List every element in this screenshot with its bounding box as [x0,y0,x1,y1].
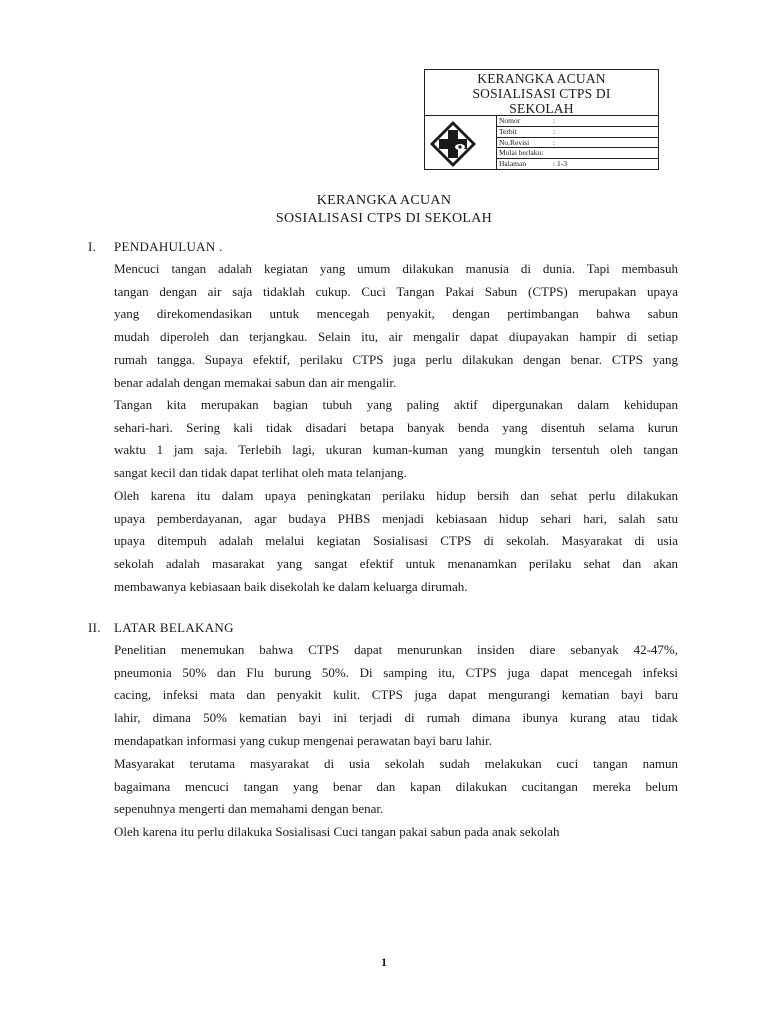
header-title-line: SEKOLAH [509,101,574,116]
section-title: LATAR BELAKANG [114,620,234,635]
text-line: mendapatkan informasi yang cukup mengenai perawatan bayi baru lahir. [114,732,492,748]
paragraph [114,394,678,485]
logo-cell [425,116,497,170]
text-line: waktu 1 jam saja. Terlebih lagi, ukuran kuman-kuman yang mungkin tersentuh oleh tangan [114,442,678,458]
info-row-mulai-berlaku [497,148,658,159]
info-value: : 1-3 [553,159,567,169]
text-line: lahir, dimana 50% kematian bayi ini terjadi di rumah dimana ibunya kurang atau tidak [114,710,678,726]
text-line: sekolah adalah masarakat yang sangat efektif untuk menanamkan perilaku sehat dan akan [114,556,678,572]
health-cross-logo-icon [429,120,477,168]
text-line: bagaimana mencuci tangan yang benar dan kapan dilakukan cucitangan mereka belum [114,778,678,794]
text-line: Mencuci tangan adalah kegiatan yang umum dilakukan manusia di dunia. Tapi membasuh [114,261,678,276]
header-title-line: KERANGKA ACUAN [477,71,606,86]
info-row-terbit [497,127,658,138]
text-line: benar adalah dengan memakai sabun dan air mengalir. [114,374,397,390]
text-line: sangat kecil dan tidak dapat terlihat oleh mata telanjang. [114,465,407,481]
text-line: upaya pemberdayanan, agar budaya PHBS menjadi kebiasaan hidup sehari hari, salah satu [114,510,678,526]
header-title [425,70,658,116]
document-header-box [424,69,659,170]
text-line: Oleh karena itu dalam upaya peningkatan perilaku hidup bersih dan sehat perlu dilakukan [114,488,678,503]
text-line: membawanya kebiasaan baik disekolah ke dalam keluarga dirumah. [114,578,468,594]
text-line: yang direkomendasikan untuk mencegah penyakit, dengan pertimbangan bahwa sabun [114,306,678,322]
info-row-nomor [497,116,658,127]
info-label: Terbit [499,126,517,136]
text-line: Penelitian menemukan bahwa CTPS dapat menurunkan insiden diare sebanyak 42-47%, [114,642,678,657]
text-line: pneumonia 50% dan Flu burung 50%. Di samping itu, CTPS juga dapat mencegah infeksi [114,664,678,680]
paragraph [114,485,678,599]
section-heading [0,239,768,257]
info-label: No.Revisi [499,137,530,147]
text-line: Masyarakat terutama masyarakat di usia sekolah sudah melakukan cuci tangan namun [114,756,678,771]
page-number: 1 [381,955,387,969]
info-value: : [553,126,556,136]
document-title-line-1: KERANGKA ACUAN [316,193,452,208]
header-title-line: SOSIALISASI CTPS DI [472,86,611,101]
text-line: upaya ditempuh adalah melalui kegiatan Sosialisasi CTPS di sekolah. Masyarakat di usia [114,533,678,549]
paragraph [114,821,678,844]
paragraph [114,258,678,394]
text-line: tangan dengan air saja tidaklah cukup. Cuci Tangan Pakai Sabun (CTPS) merupakan upaya [114,283,678,299]
paragraph [114,639,678,753]
info-row-no-revisi [497,138,658,149]
section-number: II. [88,620,101,635]
info-value: : [553,116,556,125]
text-line: sepenuhnya mengerti dan memahami dengan benar. [114,801,384,817]
info-row-halaman [497,159,658,170]
info-label: Nomor [499,116,521,125]
info-label: Halaman [499,159,527,169]
text-line: Oleh karena itu perlu dilakuka Sosialisasi Cuci tangan pakai sabun pada anak sekolah [114,824,560,839]
document-title-line-2: SOSIALISASI CTPS DI SEKOLAH [275,211,493,226]
info-value: : [553,137,556,147]
paragraph [114,753,678,821]
text-line: cacing, infeksi mata dan penyakit kulit. CTPS juga dapat mengurangi kematian bayi baru [114,687,678,703]
section-number: I. [88,239,97,254]
text-line: Tangan kita merupakan bagian tubuh yang paling aktif dipergunakan dalam kehidupan [114,397,678,412]
text-line: rumah tangga. Supaya efektif, perilaku CTPS juga perlu dilakukan dengan benar. CTPS yang [114,351,678,367]
info-label: Mulai berlaku: [499,148,544,158]
section-heading [0,620,768,638]
text-line: sehari-hari. Sering kali tidak disadari betapa banyak benda yang disentuh selama kurun [114,419,678,435]
text-line: mudah diperoleh dan terjangkau. Selain itu, air mengalir dapat diupayakan hampir di setiap [114,329,678,345]
section-title: PENDAHULUAN . [114,239,223,254]
header-info-table [497,116,658,169]
